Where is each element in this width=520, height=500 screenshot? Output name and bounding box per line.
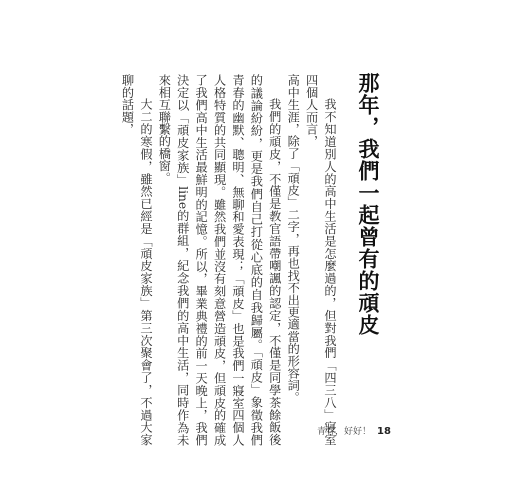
paragraph: 高中生涯，除了「頑皮」二字，再也找不出更適當的形容詞。 [286, 74, 301, 404]
page-number: 18 [377, 426, 391, 437]
chapter-title: 那年，我們一起曾有的頑皮 [356, 72, 380, 336]
body-text [118, 74, 339, 446]
paragraph: 我們的頑皮，不僅是教官語帶嘲諷的認定，不僅是同學茶餘飯後的議論紛紛，更是我們自己打從心底的自我歸屬。「頑皮」象徵我們青春的幽默、聰明、無聊和愛表現；「頑皮」也是我們一寢室四個人人格特質的共同顯現。雖然我們並沒有刻意營造頑皮，但頑皮的確成了我們高中生活最鮮明的記憶。所以，畢業典禮的前一天晚上，我們決定以「頑皮家族」line的群組，紀念我們的高中生活，同時作為未來相互聯繫的橋窗。 [157, 74, 282, 446]
running-title: 青春，好好！ [317, 427, 372, 437]
paragraph: 大二的寒假，雖然已經是「頑皮家族」第三次聚會了，不過大家聊的話題， [120, 74, 153, 446]
paragraph: 我不知道別人的高中生活是怎麼過的，但對我們「四三八」寢室四個人而言， [304, 74, 337, 446]
page-footer [317, 424, 391, 437]
